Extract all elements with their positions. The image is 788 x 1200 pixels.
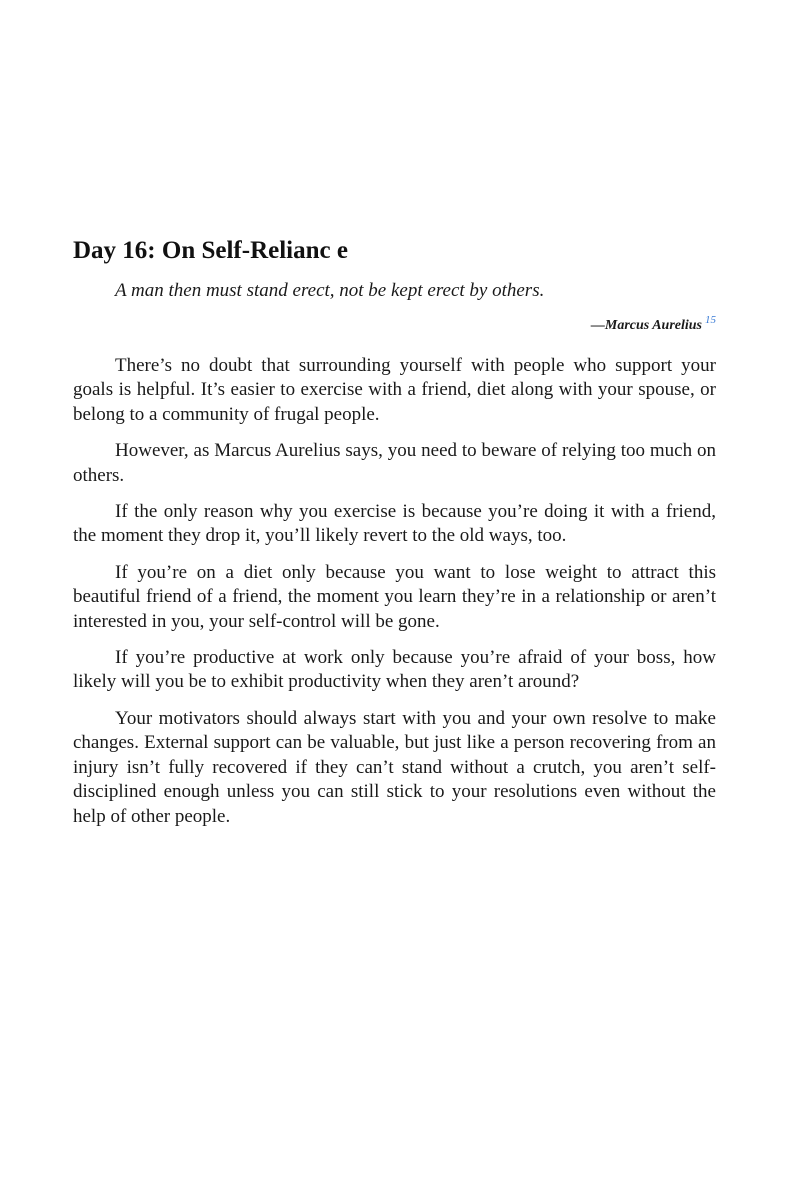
chapter-title: Day 16: On Self-Relianc e: [73, 237, 348, 264]
body-paragraph: If the only reason why you exercise is because you’re doing it with a friend, the moment they drop it, you’ll likely revert to the old ways, too.: [73, 501, 716, 547]
epigraph-quote: A man then must stand erect, not be kept erect by others.: [115, 280, 545, 301]
body-paragraph: If you’re on a diet only because you want to lose weight to attract this beautiful friend of a friend, the moment you learn they’re in a relationship or aren’t interested in you, your self-control will be gone.: [73, 561, 716, 632]
epigraph-attribution: [73, 316, 716, 336]
book-page: [73, 236, 716, 829]
body-paragraph: If you’re productive at work only because you’re afraid of your boss, how likely will you be to exhibit productivity when they aren’t around?: [73, 647, 716, 693]
footnote-reference-link[interactable]: 15: [705, 314, 716, 327]
body-paragraph: There’s no doubt that surrounding yourself with people who support your goals is helpful. It’s easier to exercise with a friend, diet along with your spouse, or belong to a community of frugal people.: [73, 355, 716, 425]
body-paragraph: However, as Marcus Aurelius says, you need to beware of relying too much on others.: [73, 440, 716, 486]
attribution-author: —Marcus Aurelius: [590, 318, 702, 333]
body-paragraph: Your motivators should always start with you and your own resolve to make changes. External support can be valuable, but just like a person recovering from an injury isn’t fully recovered if they can’t stand without a crutch, you aren’t self-disciplined enough unless you can still stick to your resolutions even without the help of other people.: [73, 707, 716, 827]
